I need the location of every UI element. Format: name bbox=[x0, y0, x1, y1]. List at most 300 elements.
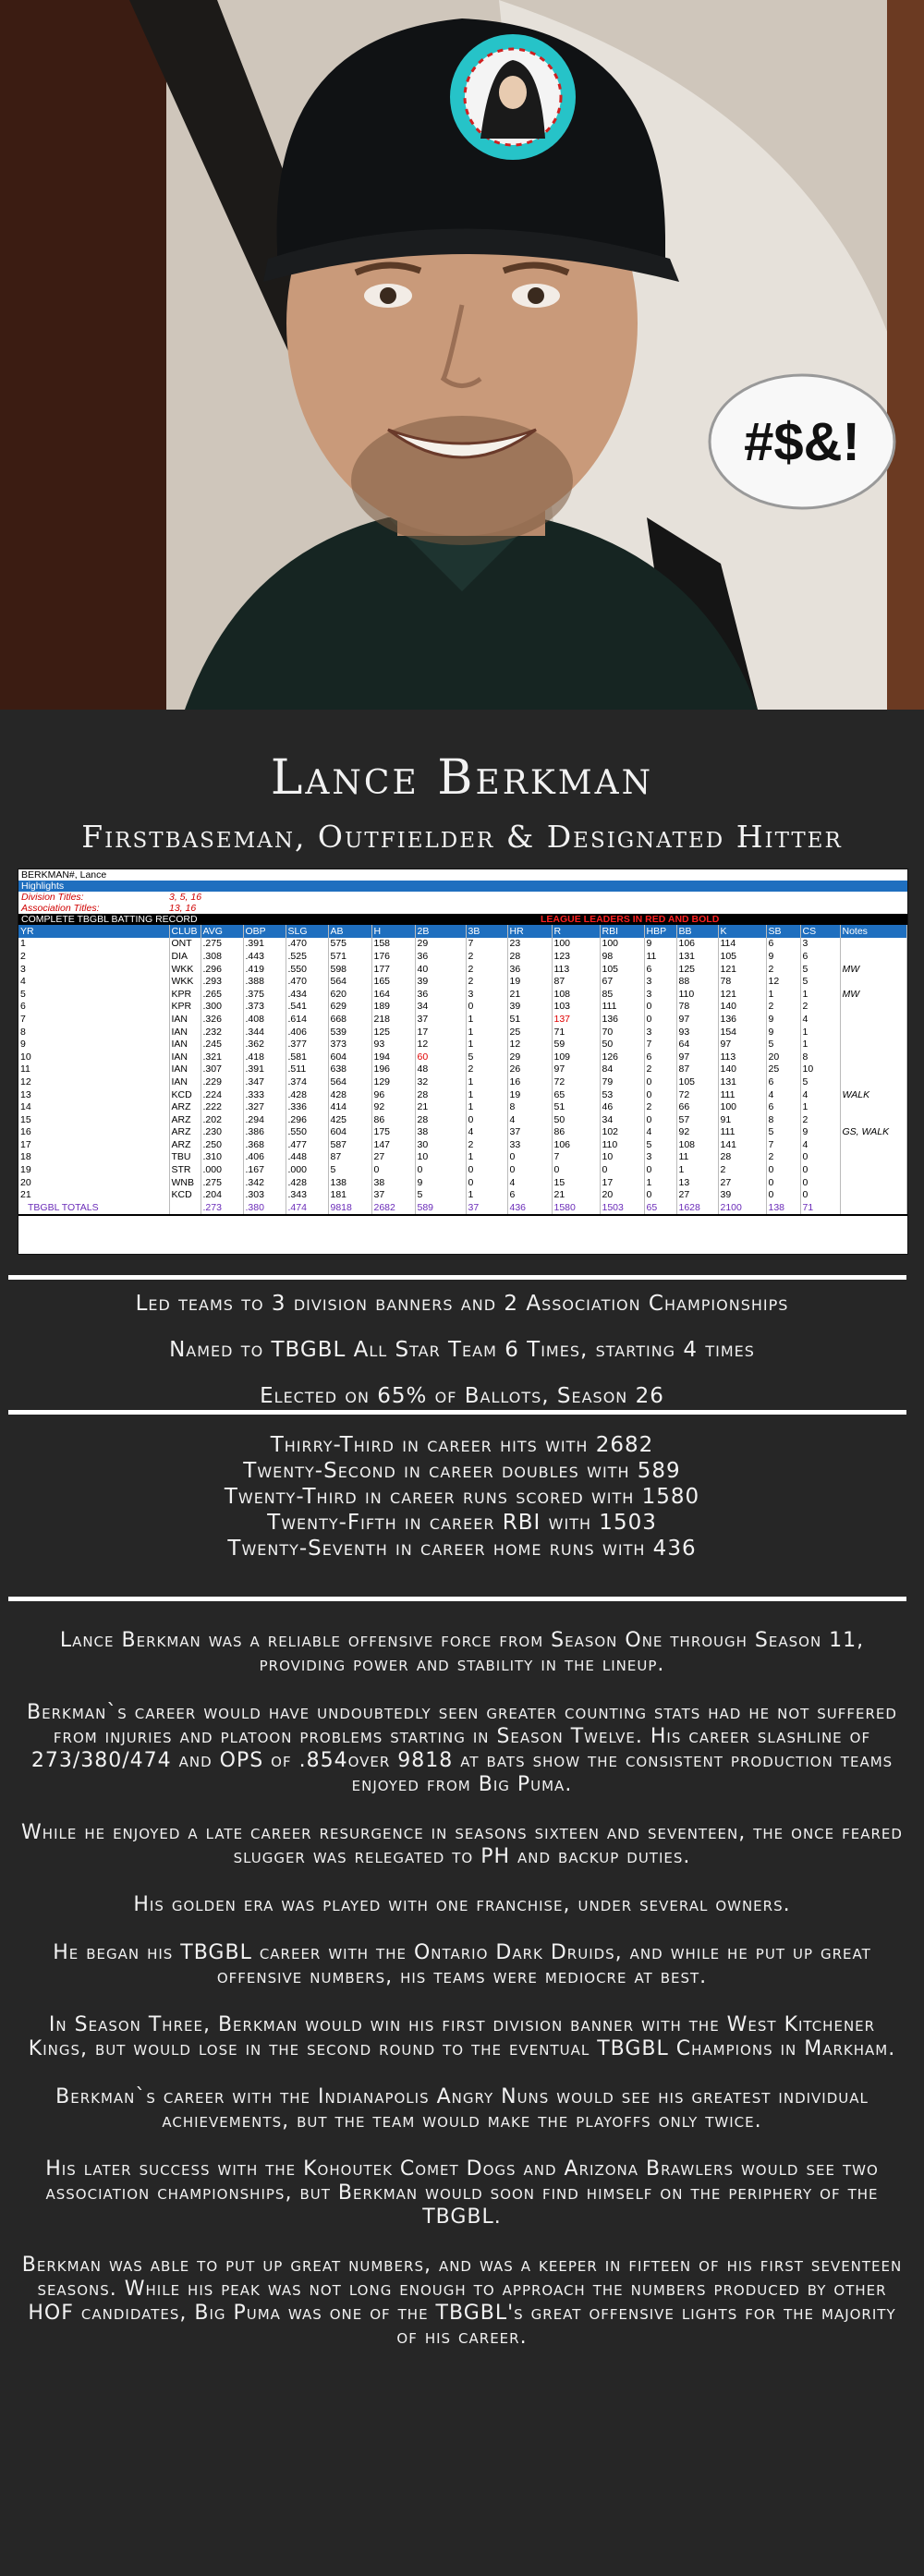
table-cell: 2 bbox=[766, 963, 800, 976]
totals-cell: 589 bbox=[415, 1201, 466, 1215]
table-cell: 13 bbox=[676, 1176, 718, 1189]
table-cell: KCD bbox=[169, 1188, 201, 1201]
table-cell: 59 bbox=[552, 1038, 600, 1051]
association-titles-value: 13, 16 bbox=[169, 903, 197, 914]
record-title: COMPLETE TBGBL BATTING RECORD bbox=[21, 914, 198, 925]
table-cell bbox=[840, 1138, 907, 1151]
table-cell bbox=[840, 1188, 907, 1201]
table-cell: .000 bbox=[201, 1163, 243, 1176]
table-cell: 137 bbox=[552, 1013, 600, 1026]
table-cell: 123 bbox=[552, 950, 600, 963]
table-cell: 32 bbox=[415, 1075, 466, 1088]
table-cell: 158 bbox=[371, 938, 415, 951]
table-cell: 6 bbox=[507, 1188, 552, 1201]
table-cell: .343 bbox=[286, 1188, 328, 1201]
table-cell: 19 bbox=[18, 1163, 169, 1176]
table-cell: 0 bbox=[371, 1163, 415, 1176]
table-cell bbox=[840, 1151, 907, 1164]
table-cell: 17 bbox=[415, 1026, 466, 1039]
table-cell: .336 bbox=[286, 1100, 328, 1113]
table-cell: 11 bbox=[644, 950, 676, 963]
table-cell: .307 bbox=[201, 1063, 243, 1076]
table-cell: 110 bbox=[600, 1138, 644, 1151]
table-cell: 2 bbox=[766, 1151, 800, 1164]
table-cell: 587 bbox=[328, 1138, 371, 1151]
table-cell: 6 bbox=[644, 963, 676, 976]
bio-paragraph: Berkman`s career with the Indianapolis Angry Nuns would see his greatest individual achievements, but the team would make the playoffs only twice. bbox=[55, 2085, 869, 2132]
table-cell: 15 bbox=[18, 1113, 169, 1126]
column-header: SLG bbox=[286, 925, 328, 938]
table-cell: .406 bbox=[286, 1026, 328, 1039]
table-cell: 21 bbox=[507, 988, 552, 1001]
table-cell: .308 bbox=[201, 950, 243, 963]
player-header bbox=[0, 710, 924, 855]
player-positions: Firstbaseman, Outfielder & Designated Hitter bbox=[81, 819, 843, 855]
achievements-block bbox=[0, 1432, 924, 1561]
table-cell: 10 bbox=[800, 1063, 840, 1076]
table-row bbox=[18, 1088, 907, 1101]
table-cell: 38 bbox=[415, 1126, 466, 1139]
division-titles-value: 3, 5, 16 bbox=[169, 892, 202, 903]
table-cell: 33 bbox=[507, 1138, 552, 1151]
divider bbox=[8, 1597, 906, 1601]
table-cell: 8 bbox=[766, 1113, 800, 1126]
summary-line-allstar: Named to TBGBL All Star Team 6 Times, starting 4 times bbox=[169, 1338, 755, 1362]
table-cell: 84 bbox=[600, 1063, 644, 1076]
table-cell: 0 bbox=[800, 1176, 840, 1189]
table-cell: 110 bbox=[676, 988, 718, 1001]
table-cell: 11 bbox=[18, 1063, 169, 1076]
table-cell: 87 bbox=[676, 1063, 718, 1076]
table-cell: 21 bbox=[18, 1188, 169, 1201]
totals-cell: 1503 bbox=[600, 1201, 644, 1215]
table-cell: 36 bbox=[415, 988, 466, 1001]
table-cell: 121 bbox=[718, 963, 766, 976]
table-cell: 16 bbox=[18, 1126, 169, 1139]
table-cell: 7 bbox=[18, 1013, 169, 1026]
table-cell: 93 bbox=[676, 1026, 718, 1039]
table-cell: 10 bbox=[600, 1151, 644, 1164]
table-cell: 425 bbox=[328, 1113, 371, 1126]
batting-table bbox=[18, 925, 907, 1216]
table-cell: 7 bbox=[644, 1038, 676, 1051]
table-cell: .525 bbox=[286, 950, 328, 963]
table-cell: 10 bbox=[415, 1151, 466, 1164]
table-cell: 39 bbox=[718, 1188, 766, 1201]
table-cell: 29 bbox=[415, 938, 466, 951]
table-cell: 136 bbox=[600, 1013, 644, 1026]
table-cell: 5 bbox=[18, 988, 169, 1001]
table-cell: 140 bbox=[718, 1063, 766, 1076]
table-cell: 5 bbox=[415, 1188, 466, 1201]
table-cell: .347 bbox=[243, 1075, 286, 1088]
table-cell: 105 bbox=[600, 963, 644, 976]
table-cell: TBU bbox=[169, 1151, 201, 1164]
column-header: OBP bbox=[243, 925, 286, 938]
table-cell: 9 bbox=[766, 1013, 800, 1026]
table-cell: 154 bbox=[718, 1026, 766, 1039]
table-cell: .362 bbox=[243, 1038, 286, 1051]
table-cell: 141 bbox=[718, 1138, 766, 1151]
table-cell: 131 bbox=[718, 1075, 766, 1088]
table-cell: 604 bbox=[328, 1051, 371, 1063]
table-cell: 1 bbox=[466, 1088, 507, 1101]
table-cell: WNB bbox=[169, 1176, 201, 1189]
table-cell: 0 bbox=[507, 1163, 552, 1176]
table-cell: .550 bbox=[286, 1126, 328, 1139]
table-cell: 19 bbox=[507, 975, 552, 988]
table-cell: 7 bbox=[552, 1151, 600, 1164]
table-cell: 5 bbox=[644, 1138, 676, 1151]
table-cell: 7 bbox=[466, 938, 507, 951]
table-row bbox=[18, 1126, 907, 1139]
column-header: HR bbox=[507, 925, 552, 938]
table-cell: WKK bbox=[169, 963, 201, 976]
table-cell: .434 bbox=[286, 988, 328, 1001]
column-header: HBP bbox=[644, 925, 676, 938]
table-cell: 17 bbox=[600, 1176, 644, 1189]
totals-cell: 9818 bbox=[328, 1201, 371, 1215]
totals-cell: 37 bbox=[466, 1201, 507, 1215]
table-cell: 1 bbox=[644, 1176, 676, 1189]
biography bbox=[18, 1629, 906, 2374]
table-cell bbox=[840, 1001, 907, 1014]
totals-cell bbox=[840, 1201, 907, 1215]
player-label: BERKMAN#, Lance bbox=[21, 869, 107, 881]
table-row bbox=[18, 975, 907, 988]
table-cell: ONT bbox=[169, 938, 201, 951]
table-cell: 1 bbox=[800, 1038, 840, 1051]
table-cell: 67 bbox=[600, 975, 644, 988]
speech-bubble-text: #$&! bbox=[744, 412, 860, 472]
table-cell bbox=[840, 1038, 907, 1051]
table-cell: .418 bbox=[243, 1051, 286, 1063]
table-cell: 109 bbox=[552, 1051, 600, 1063]
table-cell: 79 bbox=[600, 1075, 644, 1088]
table-cell: 18 bbox=[18, 1151, 169, 1164]
column-header: Notes bbox=[840, 925, 907, 938]
table-cell: 71 bbox=[552, 1026, 600, 1039]
table-cell: 98 bbox=[600, 950, 644, 963]
table-cell: 604 bbox=[328, 1126, 371, 1139]
column-header: BB bbox=[676, 925, 718, 938]
table-cell: IAN bbox=[169, 1075, 201, 1088]
table-cell: 97 bbox=[676, 1013, 718, 1026]
table-cell: 2 bbox=[466, 1138, 507, 1151]
table-cell: ARZ bbox=[169, 1113, 201, 1126]
table-cell: 3 bbox=[466, 988, 507, 1001]
association-titles-label: Association Titles: bbox=[21, 903, 100, 914]
table-cell: 12 bbox=[507, 1038, 552, 1051]
player-photo bbox=[0, 0, 924, 710]
table-cell: 23 bbox=[507, 938, 552, 951]
totals-cell: 1628 bbox=[676, 1201, 718, 1215]
table-cell: 20 bbox=[18, 1176, 169, 1189]
table-cell: 92 bbox=[676, 1126, 718, 1139]
table-cell: STR bbox=[169, 1163, 201, 1176]
table-cell: 620 bbox=[328, 988, 371, 1001]
table-cell: 9 bbox=[800, 1126, 840, 1139]
column-header: 2B bbox=[415, 925, 466, 938]
table-cell: 28 bbox=[507, 950, 552, 963]
table-cell: 4 bbox=[766, 1088, 800, 1101]
table-cell: 8 bbox=[800, 1051, 840, 1063]
totals-cell: 65 bbox=[644, 1201, 676, 1215]
table-cell: 4 bbox=[18, 975, 169, 988]
table-cell bbox=[840, 1176, 907, 1189]
table-cell: 12 bbox=[415, 1038, 466, 1051]
table-cell: 0 bbox=[600, 1163, 644, 1176]
table-cell: 37 bbox=[415, 1013, 466, 1026]
table-cell: 6 bbox=[766, 1075, 800, 1088]
table-cell: 4 bbox=[800, 1138, 840, 1151]
table-cell: 1 bbox=[800, 1100, 840, 1113]
table-cell: 14 bbox=[18, 1100, 169, 1113]
table-cell: 9 bbox=[415, 1176, 466, 1189]
table-cell: 20 bbox=[766, 1051, 800, 1063]
bio-paragraph: Berkman`s career would have undoubtedly seen greater counting stats had he not suffered from injuries and platoon problems starting in Season Twelve. His career slashline of 273/380/474 and OPS of .854over 9818 at bats show the consistent production teams enjoyed from Big Puma. bbox=[27, 1701, 897, 1796]
table-cell: 10 bbox=[18, 1051, 169, 1063]
table-cell: 0 bbox=[466, 1001, 507, 1014]
division-titles-label: Division Titles: bbox=[21, 892, 84, 903]
table-cell: 40 bbox=[415, 963, 466, 976]
table-cell: 2 bbox=[466, 950, 507, 963]
table-cell: 1 bbox=[766, 988, 800, 1001]
table-cell: 48 bbox=[415, 1063, 466, 1076]
table-cell: 165 bbox=[371, 975, 415, 988]
table-cell: .310 bbox=[201, 1151, 243, 1164]
table-cell: 1 bbox=[466, 1026, 507, 1039]
table-cell: .614 bbox=[286, 1013, 328, 1026]
highlights-row bbox=[18, 881, 907, 892]
column-header: CLUB bbox=[169, 925, 201, 938]
bio-paragraph: He began his TBGBL career with the Ontario Dark Druids, and while he put up great offensive numbers, his teams were mediocre at best. bbox=[53, 1941, 871, 1988]
table-cell: .419 bbox=[243, 963, 286, 976]
table-cell: .229 bbox=[201, 1075, 243, 1088]
table-cell: 0 bbox=[507, 1151, 552, 1164]
table-cell: .293 bbox=[201, 975, 243, 988]
table-cell: ARZ bbox=[169, 1138, 201, 1151]
column-header: CS bbox=[800, 925, 840, 938]
table-cell: 65 bbox=[552, 1088, 600, 1101]
table-cell: 114 bbox=[718, 938, 766, 951]
table-cell: 428 bbox=[328, 1088, 371, 1101]
table-cell: 51 bbox=[507, 1013, 552, 1026]
table-cell: .321 bbox=[201, 1051, 243, 1063]
table-cell: 21 bbox=[415, 1100, 466, 1113]
table-cell: .374 bbox=[286, 1075, 328, 1088]
table-cell: 175 bbox=[371, 1126, 415, 1139]
summary-block bbox=[0, 1292, 924, 1408]
table-cell: 0 bbox=[644, 1163, 676, 1176]
table-cell: 27 bbox=[718, 1176, 766, 1189]
table-cell: 39 bbox=[415, 975, 466, 988]
table-cell: 3 bbox=[800, 938, 840, 951]
table-cell: 575 bbox=[328, 938, 371, 951]
table-cell: 140 bbox=[718, 1001, 766, 1014]
table-cell: 36 bbox=[415, 950, 466, 963]
table-cell: .368 bbox=[243, 1138, 286, 1151]
table-cell: 17 bbox=[18, 1138, 169, 1151]
table-cell: 164 bbox=[371, 988, 415, 1001]
table-cell: 66 bbox=[676, 1100, 718, 1113]
table-cell: 97 bbox=[676, 1051, 718, 1063]
table-cell: 6 bbox=[766, 1100, 800, 1113]
table-cell: 564 bbox=[328, 975, 371, 988]
table-cell: 46 bbox=[600, 1100, 644, 1113]
table-cell: 5 bbox=[766, 1126, 800, 1139]
table-cell: 129 bbox=[371, 1075, 415, 1088]
table-cell: 108 bbox=[676, 1138, 718, 1151]
table-cell: 2 bbox=[466, 975, 507, 988]
table-cell: DIA bbox=[169, 950, 201, 963]
table-cell: 668 bbox=[328, 1013, 371, 1026]
table-cell: 86 bbox=[371, 1113, 415, 1126]
record-title-row bbox=[18, 914, 907, 925]
table-cell: 108 bbox=[552, 988, 600, 1001]
table-row bbox=[18, 1063, 907, 1076]
table-cell: 4 bbox=[800, 1088, 840, 1101]
bio-paragraph: While he enjoyed a late career resurgence in seasons sixteen and seventeen, the once feared slugger was relegated to PH and backup duties. bbox=[21, 1821, 903, 1868]
table-cell: 20 bbox=[600, 1188, 644, 1201]
table-cell bbox=[840, 1063, 907, 1076]
table-row bbox=[18, 1188, 907, 1201]
table-row bbox=[18, 1001, 907, 1014]
table-cell: 0 bbox=[800, 1163, 840, 1176]
bio-paragraph: His golden era was played with one franchise, under several owners. bbox=[133, 1893, 791, 1916]
table-cell: 1 bbox=[676, 1163, 718, 1176]
table-cell: 4 bbox=[644, 1126, 676, 1139]
table-cell: .300 bbox=[201, 1001, 243, 1014]
table-cell: 564 bbox=[328, 1075, 371, 1088]
table-cell: .550 bbox=[286, 963, 328, 976]
table-cell: 2 bbox=[644, 1100, 676, 1113]
table-row bbox=[18, 950, 907, 963]
table-cell: .406 bbox=[243, 1151, 286, 1164]
table-cell: 87 bbox=[552, 975, 600, 988]
table-cell: 414 bbox=[328, 1100, 371, 1113]
table-cell: .245 bbox=[201, 1038, 243, 1051]
table-cell: 85 bbox=[600, 988, 644, 1001]
totals-cell: 436 bbox=[507, 1201, 552, 1215]
division-titles-row bbox=[18, 892, 907, 903]
table-cell: .373 bbox=[243, 1001, 286, 1014]
table-cell: .511 bbox=[286, 1063, 328, 1076]
table-cell: ARZ bbox=[169, 1100, 201, 1113]
table-cell: .541 bbox=[286, 1001, 328, 1014]
association-titles-row bbox=[18, 903, 907, 914]
table-cell: 21 bbox=[552, 1188, 600, 1201]
table-cell: 5 bbox=[328, 1163, 371, 1176]
portrait-illustration bbox=[0, 0, 924, 710]
column-header: SB bbox=[766, 925, 800, 938]
table-cell: .202 bbox=[201, 1113, 243, 1126]
table-cell: 3 bbox=[644, 1026, 676, 1039]
totals-cell: 1580 bbox=[552, 1201, 600, 1215]
table-cell: 1 bbox=[800, 988, 840, 1001]
table-cell: 26 bbox=[507, 1063, 552, 1076]
totals-cell: .380 bbox=[243, 1201, 286, 1215]
table-cell: 12 bbox=[18, 1075, 169, 1088]
table-cell: 0 bbox=[766, 1188, 800, 1201]
table-cell: 0 bbox=[466, 1113, 507, 1126]
table-cell: 8 bbox=[507, 1100, 552, 1113]
table-cell: IAN bbox=[169, 1038, 201, 1051]
table-cell: 111 bbox=[600, 1001, 644, 1014]
table-cell: 571 bbox=[328, 950, 371, 963]
table-cell: 218 bbox=[371, 1013, 415, 1026]
table-cell: 7 bbox=[766, 1138, 800, 1151]
table-cell bbox=[840, 1051, 907, 1063]
column-header: AVG bbox=[201, 925, 243, 938]
table-cell: .377 bbox=[286, 1038, 328, 1051]
table-cell: 5 bbox=[800, 1075, 840, 1088]
table-cell: 2 bbox=[18, 950, 169, 963]
bio-paragraph: Berkman was able to put up great numbers, and was a keeper in fifteen of his first seventeen seasons. While his peak was not long enough to approach the numbers produced by other HOF candidates, Big Puma was one of the TBGBL's great offensive lights for the majority of his career. bbox=[21, 2254, 903, 2349]
highlights-label: Highlights bbox=[21, 881, 65, 892]
table-cell: 34 bbox=[415, 1001, 466, 1014]
table-cell: 38 bbox=[371, 1176, 415, 1189]
table-cell: IAN bbox=[169, 1026, 201, 1039]
table-cell: 27 bbox=[371, 1151, 415, 1164]
table-cell: 4 bbox=[507, 1113, 552, 1126]
table-cell: 0 bbox=[466, 1163, 507, 1176]
table-cell: .275 bbox=[201, 1176, 243, 1189]
table-cell: .327 bbox=[243, 1100, 286, 1113]
table-cell: .296 bbox=[286, 1113, 328, 1126]
column-header: K bbox=[718, 925, 766, 938]
totals-row bbox=[18, 1201, 907, 1215]
table-cell: .344 bbox=[243, 1026, 286, 1039]
column-header: RBI bbox=[600, 925, 644, 938]
table-cell: ARZ bbox=[169, 1126, 201, 1139]
table-cell: .448 bbox=[286, 1151, 328, 1164]
table-cell: 4 bbox=[800, 1013, 840, 1026]
table-cell: 0 bbox=[644, 1188, 676, 1201]
table-cell bbox=[840, 950, 907, 963]
table-cell: 100 bbox=[552, 938, 600, 951]
totals-cell: 138 bbox=[766, 1201, 800, 1215]
table-cell: 102 bbox=[600, 1126, 644, 1139]
table-row bbox=[18, 1038, 907, 1051]
table-cell: 6 bbox=[766, 938, 800, 951]
table-cell: 72 bbox=[552, 1075, 600, 1088]
table-row bbox=[18, 1026, 907, 1039]
table-cell: IAN bbox=[169, 1013, 201, 1026]
table-cell: 9 bbox=[766, 950, 800, 963]
table-cell: 25 bbox=[766, 1063, 800, 1076]
player-name: Lance Berkman bbox=[270, 750, 654, 806]
table-cell: .375 bbox=[243, 988, 286, 1001]
table-cell: 176 bbox=[371, 950, 415, 963]
table-cell bbox=[840, 975, 907, 988]
table-cell: 13 bbox=[18, 1088, 169, 1101]
table-cell: 3 bbox=[644, 988, 676, 1001]
table-cell: 0 bbox=[766, 1176, 800, 1189]
table-cell: .204 bbox=[201, 1188, 243, 1201]
table-cell: 3 bbox=[644, 975, 676, 988]
table-cell: 0 bbox=[800, 1188, 840, 1201]
table-cell: 51 bbox=[552, 1100, 600, 1113]
table-cell: KPR bbox=[169, 1001, 201, 1014]
table-cell: 9 bbox=[18, 1038, 169, 1051]
table-cell: 50 bbox=[552, 1113, 600, 1126]
table-cell: 36 bbox=[507, 963, 552, 976]
table-cell: 91 bbox=[718, 1113, 766, 1126]
table-cell: 100 bbox=[718, 1100, 766, 1113]
table-cell: 64 bbox=[676, 1038, 718, 1051]
table-cell: .388 bbox=[243, 975, 286, 988]
